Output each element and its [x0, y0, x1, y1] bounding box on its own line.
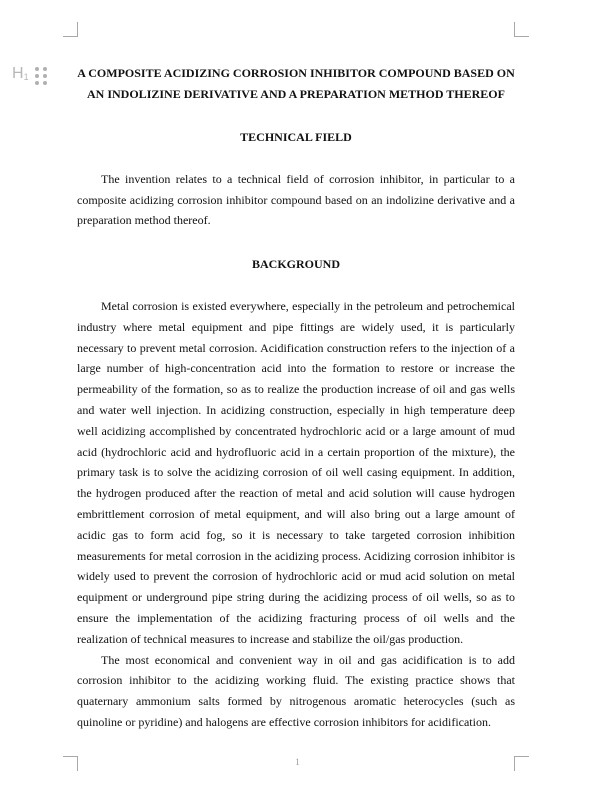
page-number: 1 [295, 757, 300, 767]
background-paragraph-1[interactable]: Metal corrosion is existed everywhere, especially in the petroleum and petrochemical industry where metal equipment and pipe fittings are widely used, it is particularly necessary to prevent metal corrosion. Acidification construction refers to the injection of a large number of high-concentration acid into the formation to restore or increase the permeability of the formation, so as to realize the production increase of oil and gas wells and water well injection. In acidizing construction, especially in high temperature deep well acidizing accomplished by concentrated hydrochloric acid or a large amount of mud acid (hydrochloric acid and hydrofluoric acid in a certain proportion of the mixture), the primary task is to solve the acidizing corrosion of oil well casing equipment. In addition, the hydrogen produced after the reaction of metal and acid solution will cause hydrogen embrittlement corrosion of metal equipment, and will also bring out a large amount of acidic gas to form acid fog, so it is necessary to take targeted corrosion inhibition measurements for metal corrosion in the acidizing process. Acidizing corrosion inhibitor is widely used to prevent the corrosion of hydrochloric acid or mud acid solution on metal equipment or underground pipe string during the acidizing process of oil wells, so as to ensure the implementation of the acidizing fracturing process of oil wells and the realization of technical measures to increase and stabilize the oil/gas production. [77, 298, 515, 646]
page-corner-mark-top-left [63, 22, 78, 37]
page-corner-mark-top-right [514, 22, 529, 37]
section-heading-technical-field[interactable]: TECHNICAL FIELD [240, 130, 352, 144]
section-heading-background[interactable]: BACKGROUND [251, 257, 340, 272]
technical-field-paragraph[interactable]: The invention relates to a technical field of corrosion inhibitor, in particular to a composite acidizing corrosion inhibitor compound based on an indolizine derivative and a preparation method thereof. [77, 171, 515, 228]
document-title[interactable]: A COMPOSITE ACIDIZING CORROSION INHIBITOR COMPOUND BASED ON AN INDOLIZINE DERIVATIVE AND A PREPARATION METHOD THEREOF [77, 66, 515, 101]
document-body[interactable] [77, 63, 515, 733]
background-paragraph-2[interactable]: The most economical and convenient way in oil and gas acidification is to add corrosion inhibitor to the acidizing working fluid. The existing practice shows that quaternary ammonium salts formed by nitrogenous aromatic heterocycles (such as quinoline or pyridine) and halogens are effective corrosion inhibitors for acidification. [77, 652, 515, 729]
heading-level-icon[interactable]: $H_1$ [12, 65, 29, 82]
drag-handle-icon[interactable] [35, 67, 47, 85]
heading-handle[interactable] [12, 66, 47, 85]
